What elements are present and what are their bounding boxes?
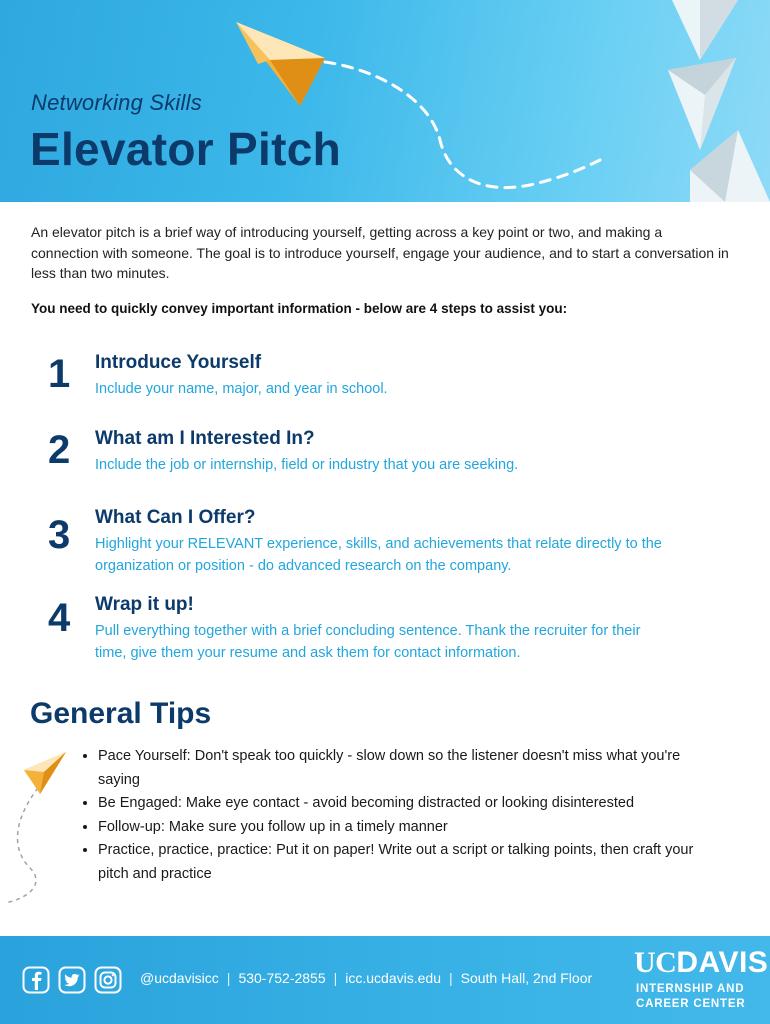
footer-bar: [0, 936, 770, 1024]
logo-line-1: INTERNSHIP AND: [636, 983, 745, 995]
step-number: 3: [48, 513, 71, 557]
tip-item: • Be Engaged: Make eye contact - avoid becoming distracted or looking disinterested: [98, 792, 718, 816]
step-heading: What am I Interested In?: [95, 428, 315, 449]
tip-item: • Practice, practice, practice: Put it on paper! Write out a script or talking points, then craft your pitch and practice: [98, 839, 718, 886]
step-description: Pull everything together with a brief concluding sentence. Thank the recruiter for their time, give them your resume and ask them for contact information.: [95, 623, 641, 661]
logo-uc: UC: [634, 946, 677, 979]
social-handle-link[interactable]: @ucdavisicc: [140, 970, 219, 986]
separator: |: [333, 970, 338, 986]
general-tips-heading: General Tips: [30, 697, 212, 730]
orange-paper-plane-icon: [24, 752, 66, 794]
tip-item: • Pace Yourself: Don't speak too quickly - slow down so the listener doesn't miss what you're saying: [98, 745, 718, 792]
step-description: Include your name, major, and year in school.: [95, 381, 388, 397]
step-number: 4: [48, 596, 71, 640]
office-location: South Hall, 2nd Floor: [460, 970, 593, 986]
career-center-logo-text: [636, 982, 766, 1011]
general-tips-list: [80, 745, 718, 886]
intro-paragraph: An elevator pitch is a brief way of introducing yourself, getting across a key point or two, and making a connection with someone. The goal is to introduce yourself, engage your audience, and to start a conversation in less than two minutes.: [31, 224, 729, 281]
steps-lead-text: You need to quickly convey important information - below are 4 steps to assist you:: [31, 301, 568, 316]
page-title: Elevator Pitch: [30, 123, 341, 175]
step-heading: What Can I Offer?: [95, 507, 256, 528]
twitter-icon[interactable]: [58, 966, 86, 994]
step-heading: Introduce Yourself: [95, 352, 262, 373]
orange-paper-plane-icon: [236, 22, 325, 106]
logo-davis: DAVIS: [676, 946, 769, 979]
step-number: 2: [48, 428, 71, 472]
ucdavis-logo: [634, 946, 768, 980]
tip-item: • Follow-up: Make sure you follow up in a timely manner: [98, 816, 718, 840]
step-description: Include the job or internship, field or industry that you are seeking.: [95, 457, 519, 473]
white-paper-plane-icon: [668, 58, 736, 150]
facebook-icon[interactable]: [22, 966, 50, 994]
header-banner: [0, 0, 770, 202]
step-heading: Wrap it up!: [95, 594, 194, 615]
page-subtitle: Networking Skills: [31, 90, 202, 115]
separator: |: [226, 970, 231, 986]
contact-info: [140, 970, 592, 986]
white-paper-plane-icon: [672, 0, 738, 60]
instagram-icon[interactable]: [94, 966, 122, 994]
phone-number[interactable]: 530-752-2855: [238, 970, 326, 986]
step-description: Highlight your RELEVANT experience, skills, and achievements that relate directly to the organization or position - do advanced research on the company.: [95, 536, 662, 574]
website-link[interactable]: icc.ucdavis.edu: [345, 970, 441, 986]
separator: |: [448, 970, 453, 986]
logo-line-2: CAREER CENTER: [636, 997, 746, 1010]
step-number: 1: [48, 352, 71, 396]
small-paper-plane-illustration: [0, 748, 70, 908]
